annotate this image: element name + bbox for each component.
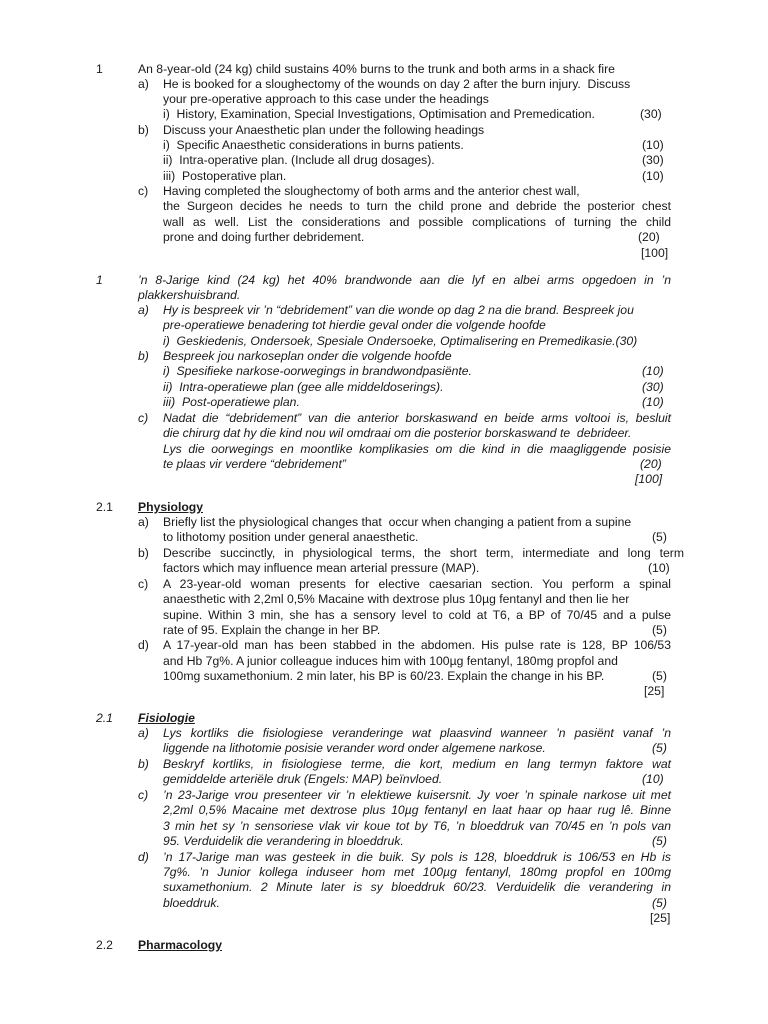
item-text: ’n 23-Jarige vrou presenteer vir ’n elektiewe kuisersnit. Jy voer ’n spinale narkose uit met — [163, 788, 671, 802]
marks: (10) — [642, 395, 664, 409]
item-text: pre-operatiewe benadering tot hierdie geval onder die volgende hoofde — [163, 318, 546, 332]
marks: (10) — [642, 169, 664, 183]
item-label: b) — [138, 757, 149, 771]
question-total: [25] — [650, 911, 671, 925]
item-text: Briefly list the physiological changes that occur when changing a patient from a supine — [163, 515, 632, 529]
item-text: Discuss your Anaesthetic plan under the following headings — [163, 123, 485, 137]
marks: (10) — [642, 772, 664, 786]
sub-item-text: iii) Post-operatiewe plan. — [163, 395, 300, 409]
item-text: your pre-operative approach to this case under the headings — [163, 92, 489, 106]
item-label: c) — [138, 184, 149, 198]
item-text: He is booked for a sloughectomy of the wounds on day 2 after the burn injury. Discuss — [163, 77, 631, 91]
item-text: Hy is bespreek vir ’n “debridement” van die wonde op dag 2 na die brand. Bespreek jou — [163, 303, 634, 317]
question-intro: plakkershuisbrand. — [138, 288, 241, 302]
sub-item-text: iii) Postoperative plan. — [163, 169, 287, 183]
question-total: [25] — [644, 684, 665, 698]
question-number: 2.1 — [96, 711, 113, 725]
marks: (30) — [640, 107, 662, 121]
item-text: to lithotomy position under general anaesthetic. — [163, 530, 419, 544]
item-text: anaesthetic with 2,2ml 0,5% Macaine with dextrose plus 10µg fentanyl and then lie her — [163, 592, 630, 606]
item-text: Lys die oorwegings en moontlike komplikasies om die kind in die maagliggende posisie — [163, 442, 671, 456]
item-text: suxamethonium. 2 Minute later is sy bloeddruk 60/23. Verduidelik die verandering in — [163, 880, 671, 894]
item-label: b) — [138, 546, 149, 560]
marks: (5) — [652, 834, 667, 848]
item-text: wall as well. List the considerations and possible complications of turning the child — [163, 215, 671, 229]
item-text: Beskryf kortliks, in fisiologiese terme, die kort, medium en lang termyn faktore wat — [163, 757, 671, 771]
item-text: 95. Verduidelik die verandering in bloeddruk. — [163, 834, 404, 848]
item-text: die chirurg dat hy die kind nou wil omdraai om die posterior borskaswand te debrideer. — [163, 426, 632, 440]
question-total: [100] — [635, 472, 663, 486]
section-heading: Fisiologie — [138, 711, 195, 725]
item-label: d) — [138, 850, 149, 864]
item-text: Lys kortliks die fisiologiese veranderinge wat plaasvind wanneer ’n pasiënt vanaf ’n — [163, 726, 671, 740]
question-intro: An 8-year-old (24 kg) child sustains 40% burns to the trunk and both arms in a shack fire — [138, 62, 615, 76]
item-label: a) — [138, 515, 149, 529]
item-text: prone and doing further debridement. — [163, 230, 365, 244]
item-text: Describe succinctly, in physiological terms, the short term, intermediate and long term — [163, 546, 684, 560]
marks: (20) — [640, 457, 662, 471]
item-label: c) — [138, 788, 149, 802]
item-text: Nadat die “debridement” van die anterior borskaswand en beide arms voltooi is, besluit — [163, 411, 671, 425]
item-label: c) — [138, 577, 149, 591]
question-number: 2.2 — [96, 938, 113, 952]
sub-item-text: ii) Intra-operatiewe plan (gee alle middeldoserings). — [163, 380, 444, 394]
item-text: liggende na lithotomie posisie verander word onder algemene narkose. — [163, 741, 546, 755]
item-text: 3 min het sy ’n sensoriese vlak vir koue tot by T6, ’n bloeddruk van 70/45 en ’n pols van — [163, 819, 671, 833]
sub-item-text: i) Geskiedenis, Ondersoek, Spesiale Ondersoeke, Optimalisering en Premedikasie.(30) — [163, 334, 638, 348]
item-label: c) — [138, 411, 149, 425]
item-label: b) — [138, 123, 149, 137]
item-text: factors which may influence mean arterial pressure (MAP). — [163, 561, 480, 575]
item-text: bloeddruk. — [163, 896, 220, 910]
item-label: a) — [138, 726, 149, 740]
item-text: and Hb 7g%. A junior colleague induces him with 100µg fentanyl, 180mg propfol and — [163, 654, 618, 668]
item-text: rate of 95. Explain the change in her BP. — [163, 623, 381, 637]
item-text: the Surgeon decides he needs to turn the child prone and debride the posterior chest — [163, 199, 671, 213]
item-text: te plaas vir verdere “debridement” — [163, 457, 346, 471]
item-label: d) — [138, 638, 149, 652]
item-text: 2,2ml 0,5% Macaine met dextrose plus 10µg fentanyl en laat haar op haar rug lê. Binne — [163, 803, 671, 817]
marks: (30) — [642, 380, 664, 394]
item-text: supine. Within 3 min, she has a sensory level to cold at T6, a BP of 70/45 and a pulse — [163, 608, 671, 622]
item-text: A 17-year-old man has been stabbed in the abdomen. His pulse rate is 128, BP 106/53 — [163, 638, 671, 652]
marks: (10) — [642, 138, 664, 152]
item-text: ’n 17-Jarige man was gesteek in die buik. Sy pols is 128, bloeddruk is 106/53 en Hb is — [163, 850, 671, 864]
item-text: 100mg suxamethonium. 2 min later, his BP is 60/23. Explain the change in his BP. — [163, 669, 605, 683]
sub-item-text: i) Specific Anaesthetic considerations in burns patients. — [163, 138, 464, 152]
item-text: 7g%. ’n Junior kollega induseer hom met 100µg fentanyl, 180mg propfol en 100mg — [163, 865, 671, 879]
marks: (5) — [652, 623, 667, 637]
sub-item-text: ii) Intra-operative plan. (Include all drug dosages). — [163, 153, 435, 167]
marks: (10) — [642, 364, 664, 378]
question-number: 1 — [96, 62, 103, 76]
marks: (10) — [648, 561, 670, 575]
item-text: Having completed the sloughectomy of both arms and the anterior chest wall, — [163, 184, 580, 198]
item-label: b) — [138, 349, 149, 363]
marks: (5) — [652, 530, 667, 544]
item-text: Bespreek jou narkoseplan onder die volgende hoofde — [163, 349, 452, 363]
item-text: A 23-year-old woman presents for elective caesarian section. You perform a spinal — [163, 577, 671, 591]
marks: (5) — [652, 741, 667, 755]
question-intro: ’n 8-Jarige kind (24 kg) het 40% brandwonde aan die lyf en albei arms opgedoen in ’n — [138, 273, 671, 287]
marks: (5) — [652, 896, 667, 910]
question-number: 2.1 — [96, 500, 113, 514]
question-total: [100] — [641, 246, 669, 260]
sub-item-text: i) History, Examination, Special Investigations, Optimisation and Premedication. — [163, 107, 595, 121]
section-heading: Physiology — [138, 500, 204, 514]
marks: (20) — [638, 230, 660, 244]
marks: (5) — [652, 669, 667, 683]
item-text: gemiddelde arteriële druk (Engels: MAP) beïnvloed. — [163, 772, 443, 786]
item-label: a) — [138, 303, 149, 317]
section-heading: Pharmacology — [138, 938, 222, 952]
item-label: a) — [138, 77, 149, 91]
question-number: 1 — [96, 273, 103, 287]
sub-item-text: i) Spesifieke narkose-oorwegings in brandwondpasiënte. — [163, 364, 472, 378]
marks: (30) — [642, 153, 664, 167]
